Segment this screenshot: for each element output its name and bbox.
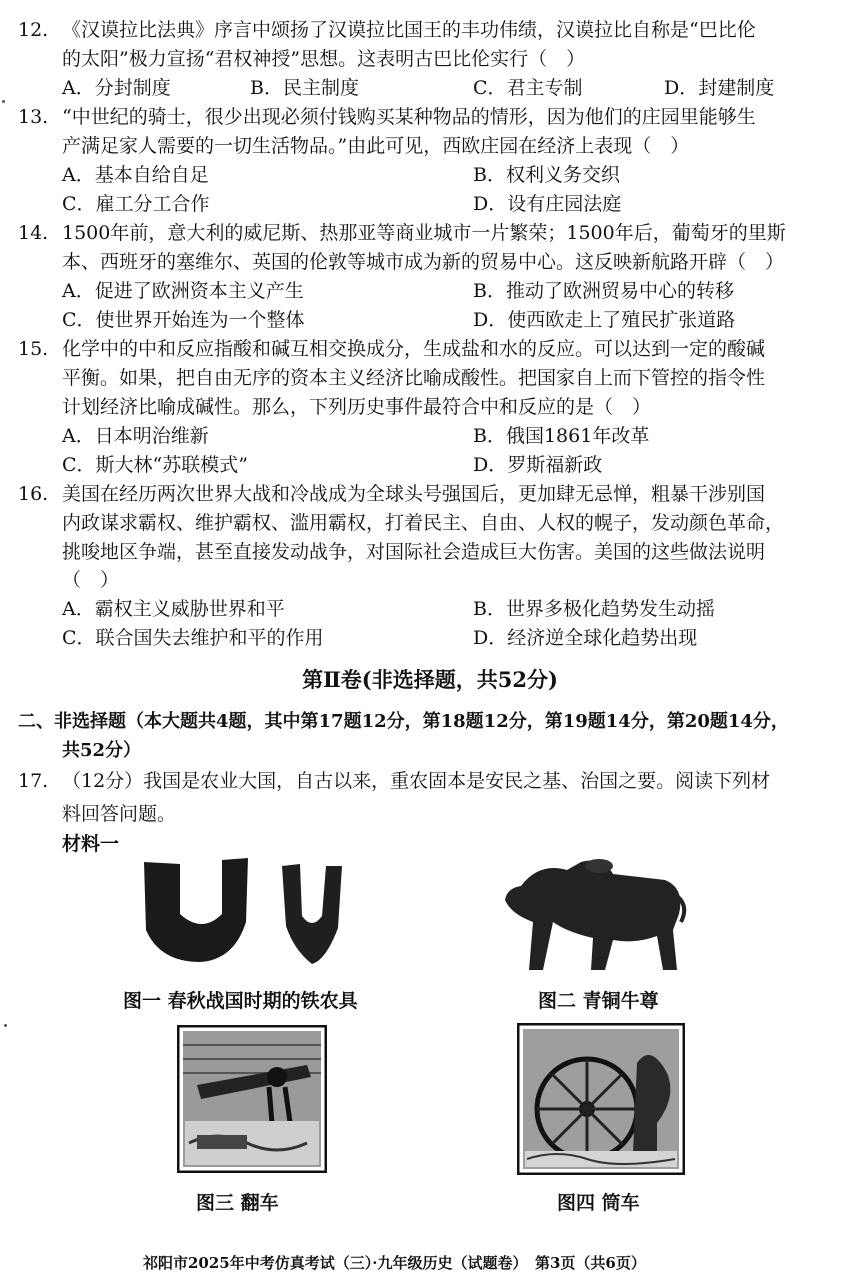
question-13-number: 13. bbox=[18, 106, 49, 128]
question-15-stem-line-1: 化学中的中和反应指酸和碱互相交换成分，生成盐和水的反应。可以达到一定的酸碱 bbox=[62, 338, 766, 360]
question-17-stem-line-2: 料回答问题。 bbox=[62, 803, 177, 825]
question-12-number: 12. bbox=[18, 19, 49, 41]
question-15-option-b: B．俄国1861年改革 bbox=[473, 425, 650, 447]
question-14-number: 14. bbox=[18, 222, 49, 244]
question-16-option-d: D．经济逆全球化趋势出现 bbox=[473, 627, 698, 649]
figure-1-caption: 图一 春秋战国时期的铁农具 bbox=[123, 990, 358, 1012]
question-16-stem-line-1: 美国在经历两次世界大战和冷战成为全球头号强国后，更加肆无忌惮，粗暴干涉别国 bbox=[62, 483, 766, 505]
question-15-option-d: D．罗斯福新政 bbox=[473, 454, 603, 476]
question-13-stem-line-1: “中世纪的骑士，很少出现必须付钱购买某种物品的情形，因为他们的庄园里能够生 bbox=[62, 106, 756, 128]
question-12-option-a: A．分封制度 bbox=[62, 77, 171, 99]
question-15-option-c: C．斯大林“苏联模式” bbox=[62, 454, 248, 476]
question-16-option-c: C．联合国失去维护和平的作用 bbox=[62, 627, 324, 649]
ox-body-shape bbox=[505, 861, 680, 971]
question-15-number: 15. bbox=[18, 338, 49, 360]
question-15-stem-line-3: 计划经济比喻成碱性。那么，下列历史事件最符合中和反应的是（ ） bbox=[62, 396, 652, 418]
question-12-stem-line-2: 的太阳”极力宣扬“君权神授”思想。这表明古巴比伦实行（ ） bbox=[62, 48, 586, 70]
question-14-option-d: D．使西欧走上了殖民扩张道路 bbox=[473, 309, 736, 331]
question-17-stem-line-1: （12分）我国是农业大国，自古以来，重农固本是安民之基、治国之要。阅读下列材 bbox=[62, 770, 771, 792]
question-13-option-a: A．基本自给自足 bbox=[62, 164, 209, 186]
question-14-option-c: C．使世界开始连为一个整体 bbox=[62, 309, 305, 331]
question-13-option-c: C．雇工分工合作 bbox=[62, 193, 210, 215]
question-13-option-d: D．设有庄园法庭 bbox=[473, 193, 622, 215]
section-2-heading-line-2: 共52分） bbox=[62, 740, 142, 761]
question-12-stem-line-1: 《汉谟拉比法典》序言中颂扬了汉谟拉比国王的丰功伟绩，汉谟拉比自称是“巴比伦 bbox=[62, 19, 756, 41]
question-16-option-b: B．世界多极化趋势发生动摇 bbox=[473, 598, 715, 620]
question-12-option-b: B．民主制度 bbox=[250, 77, 359, 99]
scan-speck bbox=[4, 1024, 7, 1027]
question-12-option-c: C．君主专制 bbox=[473, 77, 583, 99]
question-15-stem-line-2: 平衡。如果，把自由无序的资本主义经济比喻成酸性。把国家自上而下管控的指令性 bbox=[62, 367, 766, 389]
question-13-stem-line-2: 产满足家人需要的一切生活物品。”由此可见，西欧庄园在经济上表现（ ） bbox=[62, 135, 690, 157]
figure-3-caption: 图三 翻车 bbox=[196, 1192, 279, 1214]
figure-4-water-wheel-image bbox=[517, 1023, 685, 1175]
section-2-heading-line-1: 二、非选择题（本大题共4题，其中第17题12分，第18题12分，第19题14分，第20题14分， bbox=[18, 711, 789, 732]
question-16-stem-line-3: 挑唆地区争端，甚至直接发动战争，对国际社会造成巨大伤害。美国的这些做法说明 bbox=[62, 541, 766, 563]
figure-2-bronze-ox-image bbox=[495, 852, 690, 974]
iron-spade-right-shape bbox=[282, 864, 342, 964]
question-13-option-b: B．权利义务交织 bbox=[473, 164, 620, 186]
question-14-option-a: A．促进了欧洲资本主义产生 bbox=[62, 280, 304, 302]
scan-speck bbox=[2, 100, 5, 103]
question-12-option-d: D．封建制度 bbox=[664, 77, 775, 99]
question-16-option-a: A．霸权主义威胁世界和平 bbox=[62, 598, 285, 620]
question-16-stem-line-2: 内政谋求霸权、维护霸权、滥用霸权，打着民主、自由、人权的幌子，发动颜色革命， bbox=[62, 512, 785, 534]
figure-4-caption: 图四 筒车 bbox=[557, 1192, 640, 1214]
question-16-stem-line-4: （ ） bbox=[62, 569, 120, 591]
question-16-number: 16. bbox=[18, 483, 49, 505]
question-14-stem-line-2: 本、西班牙的塞维尔、英国的伦敦等城市成为新的贸易中心。这反映新航路开辟（ ） bbox=[62, 251, 785, 273]
ox-vessel-lid-shape bbox=[585, 859, 613, 873]
question-17-number: 17. bbox=[18, 770, 49, 792]
question-15-option-a: A．日本明治维新 bbox=[62, 425, 209, 447]
figure-3-chain-pump-image bbox=[177, 1025, 327, 1173]
section-2-title: 第Ⅱ卷(非选择题，共52分) bbox=[302, 667, 558, 692]
question-14-option-b: B．推动了欧洲贸易中心的转移 bbox=[473, 280, 734, 302]
question-14-stem-line-1: 1500年前，意大利的威尼斯、热那亚等商业城市一片繁荣；1500年后，葡萄牙的里斯 bbox=[62, 222, 786, 244]
page-footer: 祁阳市2025年中考仿真考试（三）·九年级历史（试题卷） 第3页（共6页） bbox=[143, 1254, 646, 1272]
material-1-label: 材料一 bbox=[62, 833, 120, 855]
figure-1-iron-tools-image bbox=[130, 852, 370, 972]
figure-2-caption: 图二 青铜牛尊 bbox=[538, 990, 659, 1012]
iron-hoe-left-shape bbox=[144, 858, 248, 962]
